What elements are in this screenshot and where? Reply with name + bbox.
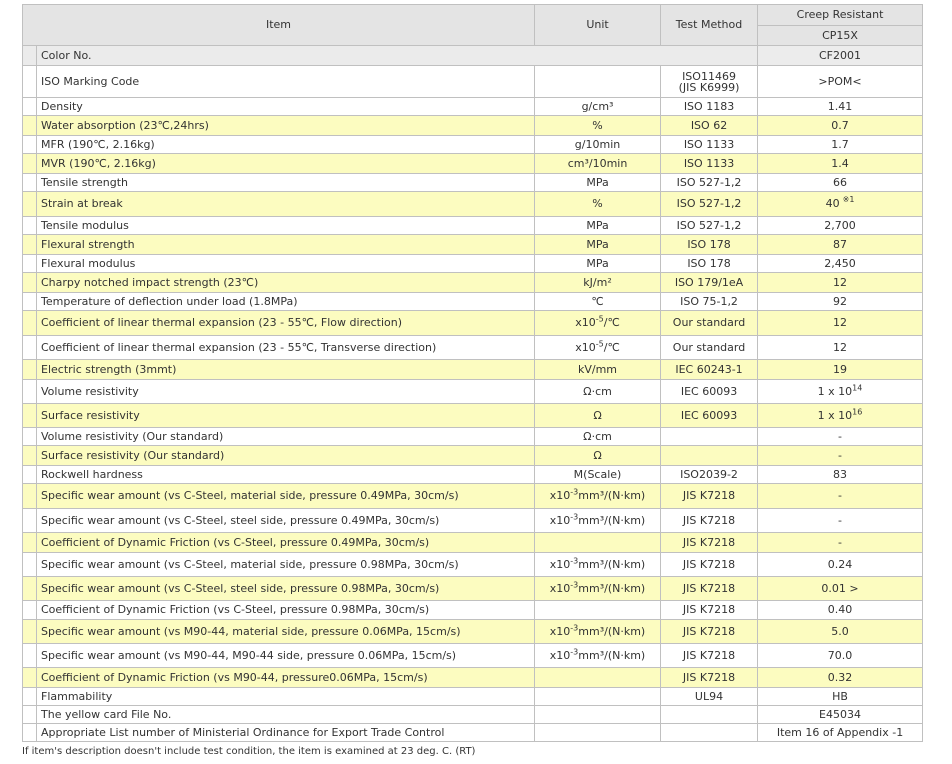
- header-grade: CP15X: [758, 26, 923, 46]
- unit-cell: $x10^{-3}mm^3/(N\cdot km)$: [535, 553, 661, 577]
- test-method-cell: JIS K7218: [661, 577, 758, 601]
- row-marker: [23, 724, 37, 742]
- header-item: Item: [23, 5, 535, 46]
- header-row: [23, 5, 923, 26]
- unit-cell: Ω·cm: [535, 428, 661, 446]
- test-method-cell: JIS K7218: [661, 553, 758, 577]
- item-cell: Flexural strength: [37, 235, 535, 255]
- item-cell: Specific wear amount (vs C-Steel, material side, pressure 0.98MPa, 30cm/s): [37, 553, 535, 577]
- row-marker: [23, 255, 37, 273]
- item-cell: Coefficient of Dynamic Friction (vs C-Steel, pressure 0.49MPa, 30cm/s): [37, 533, 535, 553]
- table-row: [23, 336, 923, 360]
- value-cell: 66: [758, 174, 923, 192]
- item-cell: Water absorption (23℃,24hrs): [37, 116, 535, 136]
- row-marker: [23, 380, 37, 404]
- header-grade-group: Creep Resistant: [758, 5, 923, 26]
- table-row: [23, 98, 923, 116]
- item-cell: Temperature of deflection under load (1.8MPa): [37, 293, 535, 311]
- table-row: [23, 273, 923, 293]
- table-row: [23, 688, 923, 706]
- row-marker: [23, 336, 37, 360]
- table-row: [23, 404, 923, 428]
- item-cell: Specific wear amount (vs M90-44, M90-44 side, pressure 0.06MPa, 15cm/s): [37, 644, 535, 668]
- color-value: CF2001: [758, 46, 923, 66]
- row-marker: [23, 217, 37, 235]
- row-marker: [23, 174, 37, 192]
- test-method-cell: IEC 60243-1: [661, 360, 758, 380]
- item-cell: Density: [37, 98, 535, 116]
- table-row: [23, 116, 923, 136]
- table-row: [23, 380, 923, 404]
- value-cell: Item 16 of Appendix -1: [758, 724, 923, 742]
- item-cell: Appropriate List number of Ministerial Ordinance for Export Trade Control: [37, 724, 535, 742]
- spec-table-body: [23, 5, 923, 742]
- color-row: [23, 46, 923, 66]
- row-marker: [23, 360, 37, 380]
- test-method-cell: ISO11469 (JIS K6999): [661, 66, 758, 98]
- table-row: [23, 428, 923, 446]
- test-method-cell: ISO 1133: [661, 136, 758, 154]
- unit-cell: kJ/m²: [535, 273, 661, 293]
- test-method-cell: JIS K7218: [661, 644, 758, 668]
- table-row: [23, 217, 923, 235]
- value-cell: -: [758, 484, 923, 509]
- test-method-cell: JIS K7218: [661, 509, 758, 533]
- value-cell: 87: [758, 235, 923, 255]
- row-marker: [23, 601, 37, 620]
- item-cell: Specific wear amount (vs C-Steel, material side, pressure 0.49MPa, 30cm/s): [37, 484, 535, 509]
- unit-cell: MPa: [535, 217, 661, 235]
- test-method-cell: ISO2039-2: [661, 466, 758, 484]
- test-method-cell: ISO 527-1,2: [661, 217, 758, 235]
- color-label: Color No.: [37, 46, 758, 66]
- value-cell: 0.40: [758, 601, 923, 620]
- item-cell: Charpy notched impact strength (23℃): [37, 273, 535, 293]
- value-cell: 5.0: [758, 620, 923, 644]
- unit-cell: [535, 668, 661, 688]
- table-row: [23, 644, 923, 668]
- table-row: [23, 174, 923, 192]
- item-cell: The yellow card File No.: [37, 706, 535, 724]
- table-row: [23, 446, 923, 466]
- unit-cell: MPa: [535, 235, 661, 255]
- row-marker: [23, 66, 37, 98]
- item-cell: Volume resistivity (Our standard): [37, 428, 535, 446]
- test-method-cell: [661, 428, 758, 446]
- item-cell: Rockwell hardness: [37, 466, 535, 484]
- value-cell: -: [758, 446, 923, 466]
- value-cell: 1.4: [758, 154, 923, 174]
- table-row: [23, 154, 923, 174]
- unit-cell: Ω·cm: [535, 380, 661, 404]
- value-cell: 0.32: [758, 668, 923, 688]
- value-cell: >POM<: [758, 66, 923, 98]
- row-marker: [23, 192, 37, 217]
- test-method-cell: JIS K7218: [661, 484, 758, 509]
- item-cell: MFR (190℃, 2.16kg): [37, 136, 535, 154]
- item-cell: ISO Marking Code: [37, 66, 535, 98]
- value-cell: E45034: [758, 706, 923, 724]
- item-cell: Coefficient of Dynamic Friction (vs C-Steel, pressure 0.98MPa, 30cm/s): [37, 601, 535, 620]
- test-method-cell: ISO 1133: [661, 154, 758, 174]
- unit-cell: M(Scale): [535, 466, 661, 484]
- table-row: [23, 553, 923, 577]
- item-cell: Volume resistivity: [37, 380, 535, 404]
- row-marker: [23, 235, 37, 255]
- table-row: [23, 509, 923, 533]
- item-cell: Surface resistivity: [37, 404, 535, 428]
- table-row: [23, 533, 923, 553]
- table-row: [23, 466, 923, 484]
- unit-cell: $x10^{-3}mm^3/(N\cdot km)$: [535, 620, 661, 644]
- value-cell: -: [758, 533, 923, 553]
- unit-cell: cm³/10min: [535, 154, 661, 174]
- table-row: [23, 235, 923, 255]
- unit-cell: MPa: [535, 174, 661, 192]
- row-marker: [23, 404, 37, 428]
- table-row: [23, 255, 923, 273]
- row-marker: [23, 577, 37, 601]
- row-marker: [23, 273, 37, 293]
- table-row: [23, 136, 923, 154]
- test-method-cell: Our standard: [661, 311, 758, 336]
- test-method-cell: ISO 178: [661, 235, 758, 255]
- table-row: [23, 66, 923, 98]
- item-cell: Coefficient of Dynamic Friction (vs M90-44, pressure0.06MPa, 15cm/s): [37, 668, 535, 688]
- unit-cell: kV/mm: [535, 360, 661, 380]
- value-cell: -: [758, 428, 923, 446]
- test-method-cell: ISO 527-1,2: [661, 174, 758, 192]
- table-row: [23, 192, 923, 217]
- test-method-cell: JIS K7218: [661, 601, 758, 620]
- value-cell: 70.0: [758, 644, 923, 668]
- unit-cell: $x10^{-3}mm^3/(N\cdot km)$: [535, 577, 661, 601]
- unit-cell: $x10^{-3}mm^3/(N\cdot km)$: [535, 644, 661, 668]
- item-cell: Coefficient of linear thermal expansion (23 - 55℃, Flow direction): [37, 311, 535, 336]
- value-cell: 0.24: [758, 553, 923, 577]
- item-cell: Electric strength (3mmt): [37, 360, 535, 380]
- test-method-cell: ISO 1183: [661, 98, 758, 116]
- item-cell: Tensile modulus: [37, 217, 535, 235]
- item-cell: Tensile strength: [37, 174, 535, 192]
- value-cell: 12: [758, 336, 923, 360]
- value-cell: 2,700: [758, 217, 923, 235]
- item-cell: Strain at break: [37, 192, 535, 217]
- unit-cell: $x10^{-5}/℃$: [535, 336, 661, 360]
- footnote: If item's description doesn't include test condition, the item is examined at 23 deg. C. (RT): [22, 746, 476, 757]
- table-row: [23, 311, 923, 336]
- row-marker: [23, 136, 37, 154]
- test-method-cell: ISO 178: [661, 255, 758, 273]
- header-unit: Unit: [535, 5, 661, 46]
- row-marker: [23, 428, 37, 446]
- test-method-cell: IEC 60093: [661, 404, 758, 428]
- row-marker: [23, 533, 37, 553]
- value-cell: 83: [758, 466, 923, 484]
- test-method-cell: ISO 527-1,2: [661, 192, 758, 217]
- table-row: [23, 484, 923, 509]
- item-cell: Coefficient of linear thermal expansion (23 - 55℃, Transverse direction): [37, 336, 535, 360]
- unit-cell: $x10^{-3}mm^3/(N\cdot km)$: [535, 509, 661, 533]
- test-method-cell: ISO 62: [661, 116, 758, 136]
- row-marker: [23, 293, 37, 311]
- value-cell: 40 $^{※1}$: [758, 192, 923, 217]
- item-cell: Specific wear amount (vs C-Steel, steel side, pressure 0.98MPa, 30cm/s): [37, 577, 535, 601]
- test-method-cell: JIS K7218: [661, 668, 758, 688]
- test-method-cell: ISO 75-1,2: [661, 293, 758, 311]
- unit-cell: Ω: [535, 446, 661, 466]
- unit-cell: %: [535, 192, 661, 217]
- row-marker: [23, 446, 37, 466]
- item-cell: MVR (190℃, 2.16kg): [37, 154, 535, 174]
- value-cell: HB: [758, 688, 923, 706]
- value-cell: 0.01 >: [758, 577, 923, 601]
- row-marker: [23, 98, 37, 116]
- table-row: [23, 724, 923, 742]
- test-method-cell: JIS K7218: [661, 533, 758, 553]
- header-test-method: Test Method: [661, 5, 758, 46]
- row-marker: [23, 46, 37, 66]
- value-cell: 1.41: [758, 98, 923, 116]
- row-marker: [23, 484, 37, 509]
- value-cell: 12: [758, 311, 923, 336]
- unit-cell: ℃: [535, 293, 661, 311]
- unit-cell: [535, 688, 661, 706]
- unit-cell: $x10^{-3}mm^3/(N\cdot km)$: [535, 484, 661, 509]
- unit-cell: MPa: [535, 255, 661, 273]
- value-cell: -: [758, 509, 923, 533]
- unit-cell: Ω: [535, 404, 661, 428]
- test-method-cell: JIS K7218: [661, 620, 758, 644]
- row-marker: [23, 509, 37, 533]
- test-method-cell: IEC 60093: [661, 380, 758, 404]
- unit-cell: g/cm³: [535, 98, 661, 116]
- row-marker: [23, 620, 37, 644]
- value-cell: 1 x $10^{16}$: [758, 404, 923, 428]
- unit-cell: [535, 601, 661, 620]
- value-cell: 0.7: [758, 116, 923, 136]
- row-marker: [23, 644, 37, 668]
- row-marker: [23, 466, 37, 484]
- test-method-cell: Our standard: [661, 336, 758, 360]
- spec-table: [22, 4, 923, 742]
- unit-cell: [535, 706, 661, 724]
- row-marker: [23, 154, 37, 174]
- table-row: [23, 601, 923, 620]
- table-row: [23, 293, 923, 311]
- value-cell: 1 x $10^{14}$: [758, 380, 923, 404]
- unit-cell: [535, 533, 661, 553]
- row-marker: [23, 688, 37, 706]
- unit-cell: $x10^{-5}/℃$: [535, 311, 661, 336]
- item-cell: Surface resistivity (Our standard): [37, 446, 535, 466]
- value-cell: 1.7: [758, 136, 923, 154]
- item-cell: Specific wear amount (vs M90-44, material side, pressure 0.06MPa, 15cm/s): [37, 620, 535, 644]
- row-marker: [23, 553, 37, 577]
- unit-cell: [535, 724, 661, 742]
- test-method-cell: ISO 179/1eA: [661, 273, 758, 293]
- row-marker: [23, 116, 37, 136]
- test-method-cell: [661, 724, 758, 742]
- table-row: [23, 577, 923, 601]
- row-marker: [23, 311, 37, 336]
- table-row: [23, 706, 923, 724]
- unit-cell: [535, 66, 661, 98]
- test-method-cell: [661, 706, 758, 724]
- test-method-cell: UL94: [661, 688, 758, 706]
- row-marker: [23, 668, 37, 688]
- unit-cell: g/10min: [535, 136, 661, 154]
- test-method-cell: [661, 446, 758, 466]
- value-cell: 19: [758, 360, 923, 380]
- value-cell: 12: [758, 273, 923, 293]
- item-cell: Specific wear amount (vs C-Steel, steel side, pressure 0.49MPa, 30cm/s): [37, 509, 535, 533]
- item-cell: Flammability: [37, 688, 535, 706]
- table-row: [23, 668, 923, 688]
- unit-cell: %: [535, 116, 661, 136]
- table-row: [23, 620, 923, 644]
- table-row: [23, 360, 923, 380]
- row-marker: [23, 706, 37, 724]
- item-cell: Flexural modulus: [37, 255, 535, 273]
- value-cell: 2,450: [758, 255, 923, 273]
- value-cell: 92: [758, 293, 923, 311]
